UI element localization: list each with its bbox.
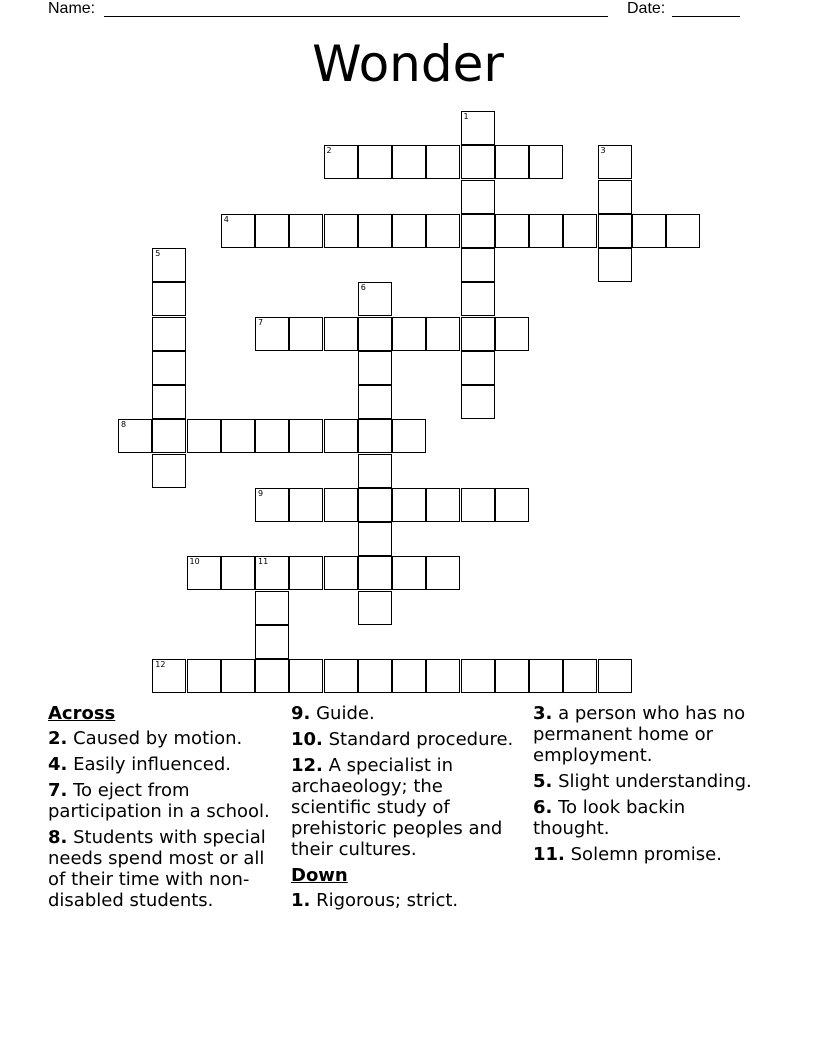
grid-cell[interactable] [324, 488, 358, 522]
grid-cell[interactable] [221, 556, 255, 590]
grid-cell[interactable] [392, 556, 426, 590]
grid-cell[interactable] [289, 488, 323, 522]
grid-cell[interactable] [392, 145, 426, 179]
clue-down-11 [533, 844, 765, 865]
grid-cell[interactable] [221, 214, 255, 248]
grid-cell[interactable] [358, 522, 392, 556]
grid-cell[interactable] [289, 659, 323, 693]
grid-cell[interactable] [358, 454, 392, 488]
name-label: Name: [48, 0, 96, 17]
clue-text: Slight understanding. [558, 771, 752, 792]
grid-cell[interactable] [255, 419, 289, 453]
cell-number: 2 [326, 146, 332, 156]
grid-cell[interactable] [187, 419, 221, 453]
grid-cell[interactable] [324, 659, 358, 693]
grid-cell[interactable] [289, 419, 323, 453]
clue-text: Caused by motion. [73, 728, 243, 749]
clue-across-10 [291, 729, 523, 750]
clue-number: 3. [533, 703, 553, 724]
grid-cell[interactable] [289, 556, 323, 590]
grid-cell[interactable] [461, 385, 495, 419]
grid-cell[interactable] [461, 659, 495, 693]
grid-cell[interactable] [358, 488, 392, 522]
clue-across-12 [291, 755, 523, 860]
clue-across-8 [48, 827, 280, 911]
grid-cell[interactable] [255, 659, 289, 693]
clue-number: 11. [533, 844, 565, 865]
clue-number: 2. [48, 728, 68, 749]
grid-cell[interactable] [152, 351, 186, 385]
clue-text: To look backin thought. [533, 797, 686, 839]
grid-cell[interactable] [289, 214, 323, 248]
grid-cell[interactable] [324, 419, 358, 453]
grid-cell[interactable] [324, 145, 358, 179]
grid-cell[interactable] [324, 317, 358, 351]
clue-text: Guide. [316, 703, 375, 724]
cell-number: 3 [600, 146, 606, 156]
grid-cell[interactable] [152, 659, 186, 693]
grid-cell[interactable] [598, 214, 632, 248]
date-label: Date: [627, 0, 666, 17]
grid-cell[interactable] [529, 659, 563, 693]
clue-text: To eject from participation in a school. [48, 780, 270, 822]
grid-cell[interactable] [358, 556, 392, 590]
grid-cell[interactable] [358, 385, 392, 419]
grid-cell[interactable] [152, 282, 186, 316]
grid-cell[interactable] [426, 556, 460, 590]
clue-across-4 [48, 754, 280, 775]
grid-cell[interactable] [358, 282, 392, 316]
clue-number: 1. [291, 890, 311, 911]
grid-cell[interactable] [598, 659, 632, 693]
grid-cell[interactable] [358, 419, 392, 453]
grid-cell[interactable] [598, 180, 632, 214]
grid-cell[interactable] [152, 248, 186, 282]
grid-cell[interactable] [563, 214, 597, 248]
grid-cell[interactable] [358, 214, 392, 248]
grid-cell[interactable] [426, 145, 460, 179]
grid-cell[interactable] [358, 317, 392, 351]
grid-cell[interactable] [632, 214, 666, 248]
cell-number: 7 [258, 317, 264, 327]
grid-cell[interactable] [461, 248, 495, 282]
clue-text: A specialist in archaeology; the scientific study of prehistoric peoples and their cultures. [291, 755, 503, 860]
grid-cell[interactable] [426, 317, 460, 351]
grid-cell[interactable] [426, 488, 460, 522]
clue-number: 6. [533, 797, 553, 818]
grid-cell[interactable] [152, 419, 186, 453]
clues-column-2 [291, 703, 523, 916]
clue-text: Easily influenced. [73, 754, 232, 775]
cell-number: 8 [121, 420, 127, 430]
grid-cell[interactable] [461, 111, 495, 145]
grid-cell[interactable] [529, 214, 563, 248]
grid-cell[interactable] [255, 556, 289, 590]
grid-cell[interactable] [255, 317, 289, 351]
clues-column-1 [48, 703, 280, 916]
cell-number: 10 [189, 557, 200, 567]
grid-cell[interactable] [255, 488, 289, 522]
clue-text: Rigorous; strict. [316, 890, 459, 911]
clue-across-9 [291, 703, 523, 724]
cell-number: 1 [463, 112, 469, 121]
clue-down-3 [533, 703, 765, 766]
grid-cell[interactable] [152, 317, 186, 351]
grid-cell[interactable] [598, 145, 632, 179]
grid-cell[interactable] [426, 659, 460, 693]
clue-text: a person who has no permanent home or employment. [533, 703, 746, 766]
clue-down-6 [533, 797, 765, 839]
grid-cell[interactable] [461, 145, 495, 179]
cell-number: 11 [258, 557, 269, 567]
clue-text: Solemn promise. [570, 844, 722, 865]
clue-number: 9. [291, 703, 311, 724]
clues-column-3 [533, 703, 765, 870]
grid-cell[interactable] [324, 214, 358, 248]
grid-cell[interactable] [495, 214, 529, 248]
clue-across-2 [48, 728, 280, 749]
clue-down-1 [291, 890, 523, 911]
grid-cell[interactable] [495, 317, 529, 351]
grid-cell[interactable] [324, 556, 358, 590]
clue-across-7 [48, 780, 280, 822]
clue-number: 4. [48, 754, 68, 775]
grid-cell[interactable] [392, 419, 426, 453]
grid-cell[interactable] [358, 591, 392, 625]
cell-number: 5 [155, 249, 161, 258]
grid-cell[interactable] [461, 317, 495, 351]
grid-cell[interactable] [358, 145, 392, 179]
grid-cell[interactable] [461, 180, 495, 214]
clue-number: 7. [48, 780, 68, 801]
clue-number: 8. [48, 827, 68, 848]
grid-cell[interactable] [358, 659, 392, 693]
grid-cell[interactable] [187, 556, 221, 590]
grid-cell[interactable] [461, 488, 495, 522]
grid-cell[interactable] [461, 351, 495, 385]
grid-cell[interactable] [495, 659, 529, 693]
across-heading: Across [48, 703, 116, 724]
grid-cell[interactable] [598, 248, 632, 282]
grid-cell[interactable] [152, 385, 186, 419]
clue-number: 12. [291, 755, 323, 776]
cell-number: 6 [360, 283, 366, 293]
cell-number: 12 [155, 660, 166, 669]
grid-cell[interactable] [426, 214, 460, 248]
clue-down-5 [533, 771, 765, 792]
grid-cell[interactable] [495, 488, 529, 522]
clue-number: 10. [291, 729, 323, 750]
grid-cell[interactable] [392, 214, 426, 248]
grid-cell[interactable] [358, 351, 392, 385]
grid-cell[interactable] [118, 419, 152, 453]
grid-cell[interactable] [666, 214, 700, 248]
clue-number: 5. [533, 771, 553, 792]
grid-cell[interactable] [495, 145, 529, 179]
grid-cell[interactable] [392, 317, 426, 351]
clue-text: Students with special needs spend most or all of their time with non-disabled students. [48, 827, 266, 911]
cell-number: 9 [258, 488, 264, 498]
grid-cell[interactable] [289, 317, 323, 351]
grid-cell[interactable] [221, 419, 255, 453]
grid-cell[interactable] [255, 214, 289, 248]
grid-cell[interactable] [392, 659, 426, 693]
grid-cell[interactable] [461, 214, 495, 248]
cell-number: 4 [223, 214, 229, 224]
grid-cell[interactable] [461, 282, 495, 316]
grid-cell[interactable] [255, 591, 289, 625]
grid-cell[interactable] [187, 659, 221, 693]
clue-text: Standard procedure. [328, 729, 514, 750]
grid-cell[interactable] [221, 659, 255, 693]
down-heading: Down [291, 865, 348, 886]
puzzle-title: Wonder [312, 35, 504, 93]
grid-cell[interactable] [392, 488, 426, 522]
grid-cell[interactable] [255, 625, 289, 659]
grid-cell[interactable] [152, 454, 186, 488]
grid-cell[interactable] [529, 145, 563, 179]
grid-cell[interactable] [563, 659, 597, 693]
